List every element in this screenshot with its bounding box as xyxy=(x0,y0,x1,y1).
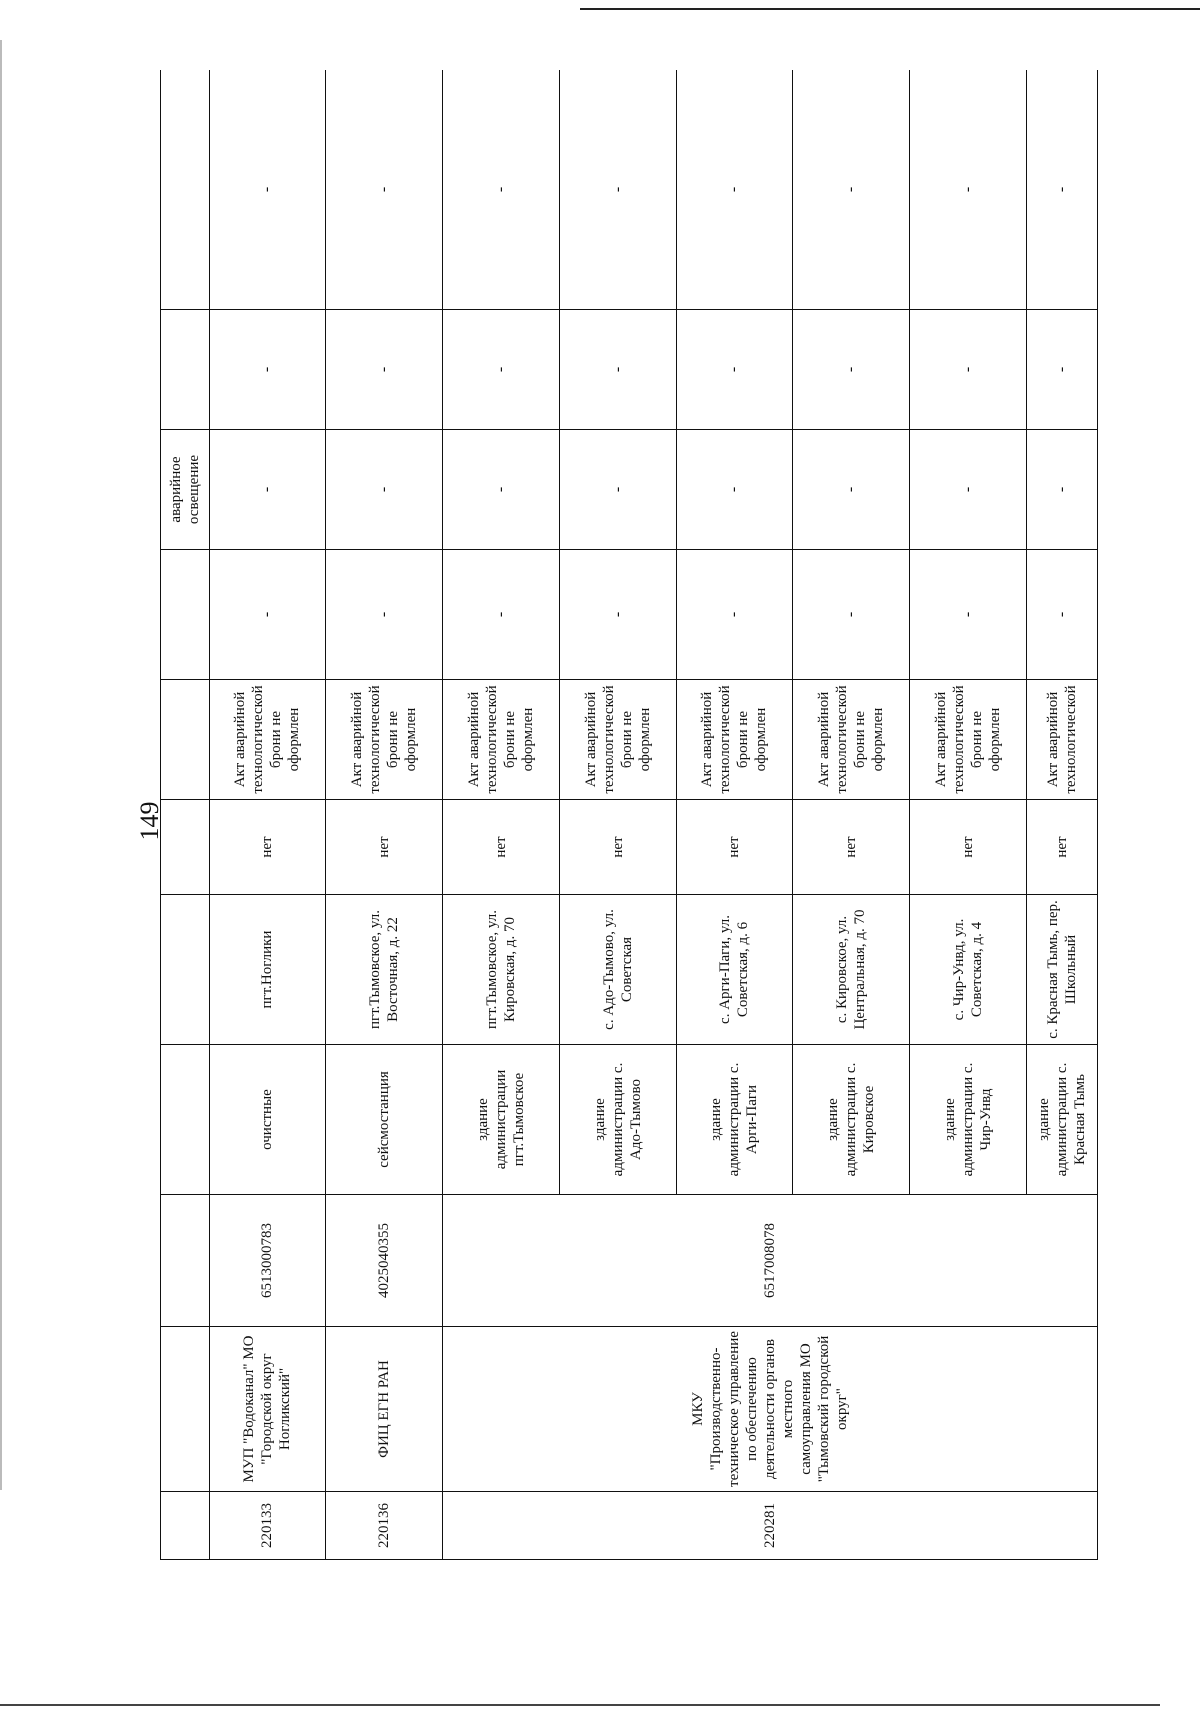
availability-cell: нет xyxy=(559,800,676,895)
address-cell: с. Адо-Тымово, ул. Советская xyxy=(559,895,676,1045)
value-cell: - xyxy=(326,70,443,310)
org-cell: ФИЦ ЕГН РАН xyxy=(326,1327,443,1492)
value-cell: - xyxy=(676,430,793,550)
value-cell: - xyxy=(209,550,326,680)
value-cell: - xyxy=(793,310,910,430)
code-cell: 220136 xyxy=(326,1492,443,1560)
inn-cell: 6517008078 xyxy=(443,1195,1098,1327)
act-cell: Акт аварийной технологической брони не оформлен xyxy=(676,680,793,800)
object-cell: здание администрации с. Чир-Унвд xyxy=(909,1045,1026,1195)
value-cell: - xyxy=(209,310,326,430)
value-cell: - xyxy=(909,430,1026,550)
value-cell: - xyxy=(793,70,910,310)
value-cell: - xyxy=(443,550,560,680)
address-cell: с. Красная Тымь, пер. Школьный xyxy=(1026,895,1097,1045)
header-cell xyxy=(161,1195,210,1327)
value-cell: - xyxy=(676,310,793,430)
table-row xyxy=(326,70,443,1560)
inn-cell: 6513000783 xyxy=(209,1195,326,1327)
value-cell: - xyxy=(326,310,443,430)
value-cell: - xyxy=(793,550,910,680)
act-cell: Акт аварийной технологической брони не оформлен xyxy=(909,680,1026,800)
value-cell: - xyxy=(1026,430,1097,550)
object-cell: сейсмостанция xyxy=(326,1045,443,1195)
address-cell: с. Арги-Паги, ул. Советская, д. 6 xyxy=(676,895,793,1045)
value-cell: - xyxy=(443,310,560,430)
header-cell xyxy=(161,1492,210,1560)
value-cell: - xyxy=(793,430,910,550)
table-row xyxy=(209,70,326,1560)
value-cell: - xyxy=(559,430,676,550)
availability-cell: нет xyxy=(793,800,910,895)
value-cell: - xyxy=(559,550,676,680)
object-cell: очистные xyxy=(209,1045,326,1195)
value-cell: - xyxy=(443,70,560,310)
header-cell xyxy=(161,800,210,895)
object-cell: здание администрации с. Арги-Паги xyxy=(676,1045,793,1195)
header-cell xyxy=(161,1045,210,1195)
code-cell: 220281 xyxy=(443,1492,1098,1560)
availability-cell: нет xyxy=(1026,800,1097,895)
page-number: 149 xyxy=(135,801,164,841)
value-cell: - xyxy=(909,310,1026,430)
inn-cell: 4025040355 xyxy=(326,1195,443,1327)
scan-edge-left xyxy=(0,40,2,1490)
header-emergency-lighting: аварийное освещение xyxy=(161,430,210,550)
registry-table xyxy=(160,70,1098,1560)
value-cell: - xyxy=(326,430,443,550)
value-cell: - xyxy=(559,310,676,430)
address-cell: с. Чир-Унвд, ул. Советская, д. 4 xyxy=(909,895,1026,1045)
act-cell: Акт аварийной технологической брони не оформлен xyxy=(326,680,443,800)
header-cell xyxy=(161,1327,210,1492)
table-row xyxy=(443,70,560,1560)
header-cell xyxy=(161,70,210,310)
act-cell: Акт аварийной технологической брони не оформлен xyxy=(793,680,910,800)
org-cell: МКУ "Производственно-техническое управление по обеспечению деятельности органов местного самоуправления МО "Тымовский городской округ" xyxy=(443,1327,1098,1492)
scan-edge-bottom xyxy=(0,1704,1160,1706)
header-cell xyxy=(161,680,210,800)
value-cell: - xyxy=(209,70,326,310)
value-cell: - xyxy=(909,70,1026,310)
availability-cell: нет xyxy=(443,800,560,895)
header-row xyxy=(161,70,210,1560)
act-cell: Акт аварийной технологической брони не оформлен xyxy=(443,680,560,800)
value-cell: - xyxy=(443,430,560,550)
table-container xyxy=(160,70,1098,1560)
value-cell: - xyxy=(1026,550,1097,680)
availability-cell: нет xyxy=(326,800,443,895)
org-cell: МУП "Водоканал" МО "Городской округ Ногликский" xyxy=(209,1327,326,1492)
value-cell: - xyxy=(676,70,793,310)
value-cell: - xyxy=(1026,310,1097,430)
address-cell: пгт.Тымовское, ул. Кировская, д. 70 xyxy=(443,895,560,1045)
address-cell: пгт.Ноглики xyxy=(209,895,326,1045)
header-cell xyxy=(161,895,210,1045)
act-cell: Акт аварийной технологической xyxy=(1026,680,1097,800)
object-cell: здание администрации с. Адо-Тымово xyxy=(559,1045,676,1195)
act-cell: Акт аварийной технологической брони не оформлен xyxy=(559,680,676,800)
object-cell: здание администрации с. Красная Тымь xyxy=(1026,1045,1097,1195)
object-cell: здание администрации с. Кировское xyxy=(793,1045,910,1195)
scan-edge-top xyxy=(580,8,1200,10)
code-cell: 220133 xyxy=(209,1492,326,1560)
value-cell: - xyxy=(559,70,676,310)
value-cell: - xyxy=(909,550,1026,680)
address-cell: с. Кировское, ул. Центральная, д. 70 xyxy=(793,895,910,1045)
header-cell xyxy=(161,550,210,680)
value-cell: - xyxy=(676,550,793,680)
value-cell: - xyxy=(326,550,443,680)
availability-cell: нет xyxy=(676,800,793,895)
availability-cell: нет xyxy=(909,800,1026,895)
object-cell: здание администрации пгт.Тымовское xyxy=(443,1045,560,1195)
address-cell: пгт.Тымовское, ул. Восточная, д. 22 xyxy=(326,895,443,1045)
act-cell: Акт аварийной технологической брони не оформлен xyxy=(209,680,326,800)
header-cell xyxy=(161,310,210,430)
value-cell: - xyxy=(1026,70,1097,310)
availability-cell: нет xyxy=(209,800,326,895)
value-cell: - xyxy=(209,430,326,550)
